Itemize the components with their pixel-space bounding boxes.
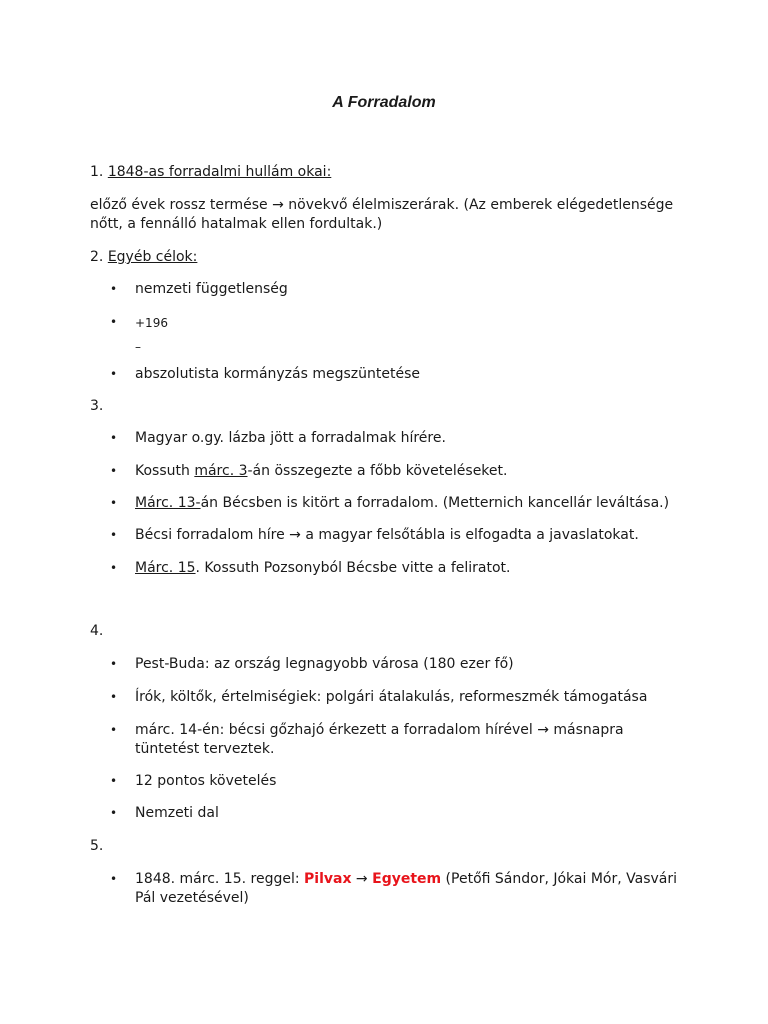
list-item: 12 pontos követelés — [135, 773, 277, 789]
bullet-icon: • — [110, 282, 118, 296]
bullet-icon: • — [110, 774, 118, 788]
bullet-icon: • — [110, 690, 118, 704]
section-heading: 1848-as forradalmi hullám okai: — [107, 164, 332, 180]
list-item: Pest-Buda: az ország legnagyobb városa (180 ezer fő) — [135, 656, 514, 672]
list-item — [135, 559, 695, 578]
arrow-text: → — [351, 871, 373, 887]
list-item-text: án Bécsben is kitört a forradalom. (Metternich kancellár leváltása.) — [200, 495, 670, 511]
list-item: abszolutista kormányzás megszüntetése — [135, 366, 420, 382]
bullet-icon: • — [110, 872, 118, 886]
list-item: Magyar o.gy. lázba jött a forradalmak hírére. — [135, 430, 446, 446]
list-item-text: 1848. márc. 15. reggel: — [135, 871, 305, 887]
list-item-text: Kossuth — [135, 463, 195, 479]
bullet-icon: • — [110, 496, 118, 510]
date-underlined: márc. 3 — [194, 463, 248, 479]
list-item — [135, 870, 685, 908]
highlight-place: Pilvax — [304, 871, 352, 887]
section-2-heading-line — [90, 248, 197, 267]
list-item: Bécsi forradalom híre → a magyar felsőtábla is elfogadta a javaslatokat. — [135, 527, 639, 543]
section-1-heading-line — [90, 163, 331, 182]
bullet-icon: • — [110, 315, 118, 329]
section-number: 2. — [90, 249, 104, 265]
list-item — [135, 494, 695, 513]
bullet-icon: • — [110, 431, 118, 445]
list-item: Nemzeti dal — [135, 805, 219, 821]
list-item-text: (Petőfi Sándor, Jókai Mór, Vasvári Pál vezetésével) — [135, 871, 677, 906]
bullet-icon: • — [110, 464, 118, 478]
bullet-icon: • — [110, 723, 118, 737]
bullet-icon: • — [110, 561, 118, 575]
document-title: A Forradalom — [332, 94, 436, 111]
bullet-icon: • — [110, 367, 118, 381]
list-item-text: . Kossuth Pozsonyból Bécsbe vitte a feliratot. — [195, 560, 511, 576]
section-heading: Egyéb célok: — [107, 249, 198, 265]
list-item: márc. 14-én: bécsi gőzhajó érkezett a forradalom hírével → másnapra tüntetést terveztek. — [135, 722, 624, 757]
list-item-sub: – — [135, 340, 141, 354]
list-item-text: -án összegezte a főbb követeléseket. — [247, 463, 508, 479]
date-underlined: Márc. 13- — [135, 495, 201, 511]
section-1-text: előző évek rossz termése → növekvő élelmiszerárak. (Az emberek elégedetlensége nőtt, a fennálló hatalmak ellen fordultak.) — [90, 197, 674, 232]
section-3-number: 3. — [90, 398, 104, 414]
section-number: 1. — [90, 164, 104, 180]
section-5-number: 5. — [90, 838, 104, 854]
list-item — [135, 462, 695, 481]
highlight-place: Egyetem — [372, 871, 442, 887]
date-underlined: Márc. 15 — [135, 560, 196, 576]
list-item: Írók, költők, értelmiségiek: polgári átalakulás, reformeszmék támogatása — [135, 689, 648, 705]
section-4-number: 4. — [90, 623, 104, 639]
bullet-icon: • — [110, 528, 118, 542]
bullet-icon: • — [110, 657, 118, 671]
bullet-icon: • — [110, 806, 118, 820]
list-item: +196 — [135, 316, 168, 330]
list-item: nemzeti függetlenség — [135, 281, 288, 297]
